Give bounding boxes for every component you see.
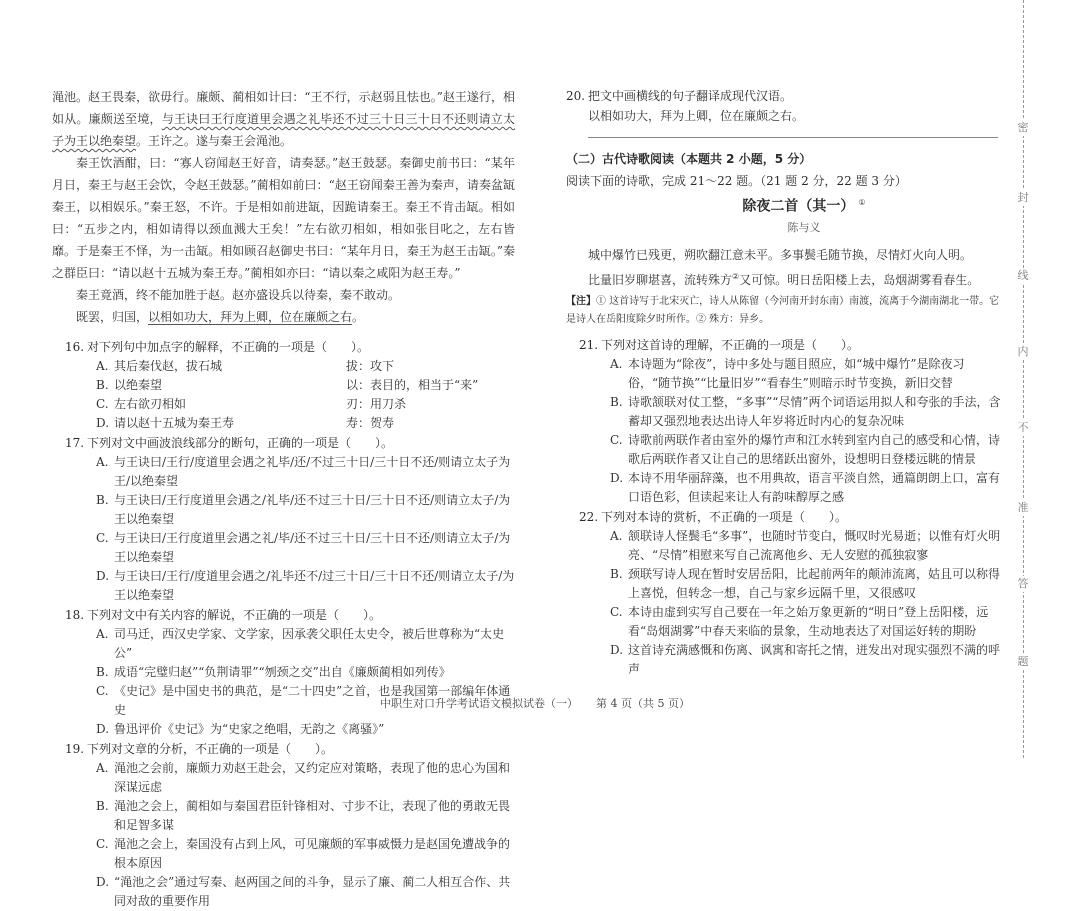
passage-text: 秦王饮酒酣，曰：“寡人窃闻赵王好音，请奏瑟。”赵王鼓瑟。秦御史前书曰：“某年月日，秦王与赵王会饮，令赵王鼓瑟。”蔺相如前曰：“赵王窃闻秦王善为秦声，请奏盆缻秦王，以相娱乐。”秦王怒，不许。于是相如前进缻，因跪请秦王。秦王不肯击缻。相如曰：“五步之内，相如请得以颈血溅大王矣！”左右欲刃相如，相如张目叱之，左右皆靡。于是秦王不怿，为一击缻。相如顾召赵御史书曰：“某年月日，秦王为赵王击缻。”秦之群臣曰：“请以赵十五城为秦王寿。”蔺相如亦曰：“请以秦之咸阳为赵王寿。” (52, 156, 515, 280)
answer-option[interactable] (52, 491, 515, 529)
option-label: D. (96, 569, 110, 583)
option-label: A. (610, 528, 623, 543)
option-text: 与王诀曰/王行/度道里会遇之礼毕/还/不过三十日/三十日不还/则请立太子为王/以绝秦望 (114, 455, 511, 488)
option-label: D. (610, 642, 624, 657)
seal-line-char: 答 (1015, 576, 1031, 592)
question-block (52, 605, 515, 739)
answer-option[interactable] (52, 625, 515, 663)
seal-line-char: 不 (1015, 420, 1031, 436)
answer-option[interactable] (566, 431, 1002, 469)
poem-text: 比量旧岁聊堪喜，流转殊方 (588, 272, 733, 287)
option-text: 与王诀曰/王行度道里会遇之/礼毕/还不过三十日/三十日不还/则请立太子/为王以绝秦望 (114, 493, 511, 526)
question-number: 22. (579, 509, 599, 524)
seal-line-char: 线 (1015, 268, 1031, 284)
option-gloss: 寿：贺寿 (346, 416, 395, 430)
passage-paragraph (52, 306, 515, 328)
poem-text: 城中爆竹已残更，朔吹翻江意未平。多事鬓毛随节换，尽情灯火向人明。 (588, 247, 973, 262)
option-text: 这首诗充满感慨和伤离、讽寓和寄托之情，迸发出对现实强烈不满的呼声 (628, 642, 1001, 676)
exam-title: 中职生对口升学考试语文模拟试卷（一） (380, 697, 578, 710)
option-gloss: 刃：用刀杀 (346, 397, 407, 411)
option-text: 与王诀曰/王行/度道里会遇之/礼毕还不/过三十日/三十日不还/则请立太子/为王以绝秦望 (114, 569, 515, 602)
question-block (566, 335, 1002, 507)
question-stem-text: 下列对文中画波浪线部分的断句，正确的一项是（ ）。 (87, 436, 394, 450)
option-text: 以绝秦望 (114, 378, 163, 392)
footnote-marker: ② (732, 271, 740, 281)
option-text: 《史记》是中国史书的典范，是“二十四史”之首，也是我国第一部编年体通史 (114, 684, 511, 717)
option-label: D. (96, 875, 110, 889)
question-number: 19. (65, 742, 85, 756)
answer-option[interactable] (52, 759, 515, 797)
answer-option[interactable] (52, 529, 515, 567)
note-tag: 【注】 (566, 295, 596, 307)
option-text: 颈联写诗人现在暂时安居岳阳，比起前两年的颠沛流离，姑且可以称得上喜悦，但转念一想，自己与家乡远隔千里，又很感叹 (628, 566, 1001, 600)
binding-seal-line (1023, 0, 1024, 758)
question-block (52, 337, 515, 433)
question-stem (52, 433, 515, 453)
option-gloss: 以：表目的，相当于“来” (346, 378, 479, 392)
answer-option[interactable] (52, 663, 515, 682)
option-label: C. (610, 604, 623, 619)
passage-paragraph (52, 152, 515, 284)
answer-option[interactable] (566, 393, 1002, 431)
question-block (52, 433, 515, 605)
q20-sentence: 以相如功大，拜为上卿，位在廉颇之右。 (588, 109, 805, 123)
answer-option[interactable] (566, 355, 1002, 393)
answer-option[interactable] (566, 641, 1002, 679)
poem-notes (566, 293, 1002, 329)
seal-line-char: 密 (1015, 120, 1031, 136)
wavy-underlined-text: 与王诀曰王行度道里会遇之礼毕还不过三十日三十日不还则请立太子为王以绝秦望 (52, 112, 515, 148)
question-stem-text: 下列对这首诗的理解，不正确的一项是（ ）。 (601, 337, 860, 352)
option-gloss: 拔：攻下 (346, 359, 395, 373)
right-column (566, 86, 1002, 679)
option-label: C. (96, 837, 109, 851)
answer-option[interactable] (566, 603, 1002, 641)
poem-title (606, 192, 1002, 218)
answer-option[interactable] (52, 873, 515, 911)
questions-16-19 (52, 337, 515, 911)
passage-text: 既罢，归国， (76, 310, 149, 324)
answer-option[interactable] (52, 567, 515, 605)
underlined-text: 以相如功大，拜为上卿，位在廉颇之右 (148, 310, 353, 324)
section-instruction: 阅读下面的诗歌，完成 21～22 题。（21 题 2 分，22 题 3 分） (566, 174, 907, 188)
option-label: A. (96, 359, 109, 373)
poem-body (566, 244, 1002, 291)
answer-option[interactable] (52, 797, 515, 835)
option-text: 与王诀曰/王行度道里会遇之礼/毕/还不过三十日/三十日不还/则请立太子/为王以绝秦望 (114, 531, 511, 564)
option-label: B. (96, 665, 109, 679)
option-label: A. (96, 761, 109, 775)
option-text: 本诗由虚到实写自己要在一年之始万象更新的“明日”登上岳阳楼，远看“岛烟湖雾”中春天来临的景象，生动地表达了对国运好转的期盼 (628, 604, 989, 638)
option-text: 渑池之会前，廉颇力劝赵王赴会，又约定应对策略，表现了他的忠心为国和深谋远虑 (114, 761, 511, 794)
option-label: B. (96, 493, 109, 507)
question-stem (52, 605, 515, 625)
q20-answer-line[interactable] (588, 137, 998, 138)
option-text: 诗歌前两联作者由室外的爆竹声和江水转到室内自己的感受和心情，诗歌后两联作者又让自己的思绪跃出窗外，设想明日登楼远眺的情景 (628, 432, 1001, 466)
option-label: D. (96, 416, 110, 430)
option-label: C. (96, 684, 109, 698)
passage-text: 秦王竟酒，终不能加胜于赵。赵亦盛设兵以待秦，秦不敢动。 (76, 288, 401, 302)
answer-option[interactable] (52, 720, 515, 739)
answer-option[interactable] (52, 453, 515, 491)
option-text: 颔联诗人怪鬓毛“多事”，也随时节变白，慨叹时光易逝；以惟有灯火明亮、“尽情”相慰来写自己流离他乡、无人安慰的孤独寂寥 (628, 528, 1001, 562)
option-text: 鲁迅评价《史记》为“史家之绝唱，无韵之《离骚》” (114, 722, 385, 736)
question-number: 16. (65, 340, 85, 354)
classical-passage (52, 86, 515, 328)
question-20 (566, 86, 1002, 106)
question-stem (52, 739, 515, 759)
option-label: B. (96, 378, 109, 392)
option-label: B. (610, 566, 623, 581)
answer-option[interactable] (52, 835, 515, 873)
option-label: D. (610, 470, 624, 485)
question-stem: 把文中画横线的句子翻译成现代汉语。 (588, 89, 793, 103)
question-stem-text: 下列对文中有关内容的解说，不正确的一项是（ ）。 (87, 608, 382, 622)
question-number: 17. (65, 436, 85, 450)
answer-option[interactable] (52, 395, 515, 414)
seal-line-char: 封 (1015, 190, 1031, 206)
question-stem (566, 507, 1002, 527)
seal-line-char: 准 (1015, 500, 1031, 516)
option-label: C. (96, 397, 109, 411)
left-column (52, 86, 515, 911)
poem-text: 又可惊。明日岳阳楼上去，岛烟湖雾看春生。 (739, 272, 980, 287)
option-text: 本诗题为“除夜”，诗中多处与题目照应，如“城中爆竹”是除夜习俗，“随节换”“比量旧岁”“看春生”则暗示时节变换，新旧交替 (628, 356, 965, 390)
option-text: 渑池之会上，秦国没有占到上风，可见廉颇的军事威慑力是赵国免遭战争的根本原因 (114, 837, 511, 870)
passage-text: 渑池。赵王畏秦，欲毋行。廉颇、蔺相如计曰：“王不行，示赵弱且怯也。”赵王遂行，相如从。廉颇送至境， (52, 90, 515, 126)
footnote-marker: ① (858, 198, 866, 207)
questions-21-22 (566, 335, 1002, 679)
option-label: A. (96, 627, 109, 641)
option-label: C. (610, 432, 623, 447)
option-label: D. (96, 722, 110, 736)
seal-line-char: 内 (1015, 344, 1031, 360)
page-number: 第 4 页（共 5 页） (596, 697, 690, 710)
page-footer (380, 695, 708, 711)
option-text: 司马迁，西汉史学家、文学家，因承袭父职任太史令，被后世尊称为“太史公” (114, 627, 505, 660)
note-text: ① 这首诗写于北宋灭亡，诗人从陈留（今河南开封东南）南渡，流离于今湖南湖北一带。它是诗人在岳阳度除夕时所作。② 殊方：异乡。 (566, 295, 1000, 325)
answer-option[interactable] (52, 357, 515, 376)
question-stem (566, 335, 1002, 355)
option-text: 其后秦伐赵，拔石城 (114, 359, 223, 373)
question-stem-text: 对下列句中加点字的解释，不正确的一项是（ ）。 (87, 340, 370, 354)
question-stem-text: 下列对文章的分析，不正确的一项是（ ）。 (87, 742, 334, 756)
option-text: 左右欲刃相如 (114, 397, 187, 411)
question-block (52, 739, 515, 911)
answer-option[interactable] (52, 414, 515, 433)
poem-author: 陈与义 (787, 220, 821, 234)
option-text: 渑池之会上，蔺相如与秦国君臣针锋相对、寸步不让，表现了他的勇敢无畏和足智多谋 (114, 799, 511, 832)
option-text: “渑池之会”通过写秦、赵两国之间的斗争，显示了廉、蔺二人相互合作、共同对敌的重要作用 (114, 875, 511, 908)
question-stem-text: 下列对本诗的赏析，不正确的一项是（ ）。 (601, 509, 848, 524)
option-label: B. (96, 799, 109, 813)
passage-paragraph (52, 86, 515, 152)
passage-text: 。 (352, 310, 365, 324)
passage-text: 。王许之。遂与秦王会渑池。 (136, 134, 293, 148)
section-title: （二）古代诗歌阅读（本题共 2 小题，5 分） (566, 152, 812, 166)
question-number: 20. (566, 89, 586, 103)
option-label: C. (96, 531, 109, 545)
option-text: 本诗不用华丽辞藻，也不用典故，语言平淡自然，通篇朗朗上口，富有口语色彩，但读起来让人有韵味醇厚之感 (628, 470, 1001, 504)
option-text: 成语“完璧归赵”“负荆请罪”“刎颈之交”出自《廉颇蔺相如列传》 (114, 665, 451, 679)
answer-option[interactable] (52, 376, 515, 395)
passage-paragraph (52, 284, 515, 306)
option-text: 诗歌颔联对仗工整，“多事”“尽情”两个词语运用拟人和夸张的手法，含蓄却又强烈地表达出诗人年岁将近时内心的复杂况味 (628, 394, 1001, 428)
answer-option[interactable] (566, 469, 1002, 507)
question-stem (52, 337, 515, 357)
option-label: B. (610, 394, 623, 409)
poem-title-text: 除夜二首（其一） (742, 198, 855, 215)
answer-option[interactable] (566, 565, 1002, 603)
option-text: 请以赵十五城为秦王寿 (114, 416, 235, 430)
option-label: A. (610, 356, 623, 371)
seal-line-char: 题 (1015, 654, 1031, 670)
question-number: 18. (65, 608, 85, 622)
poem-line (566, 244, 1002, 266)
answer-option[interactable] (566, 527, 1002, 565)
question-block (566, 507, 1002, 679)
question-number: 21. (579, 337, 599, 352)
poem-line (566, 266, 1002, 291)
option-label: A. (96, 455, 109, 469)
